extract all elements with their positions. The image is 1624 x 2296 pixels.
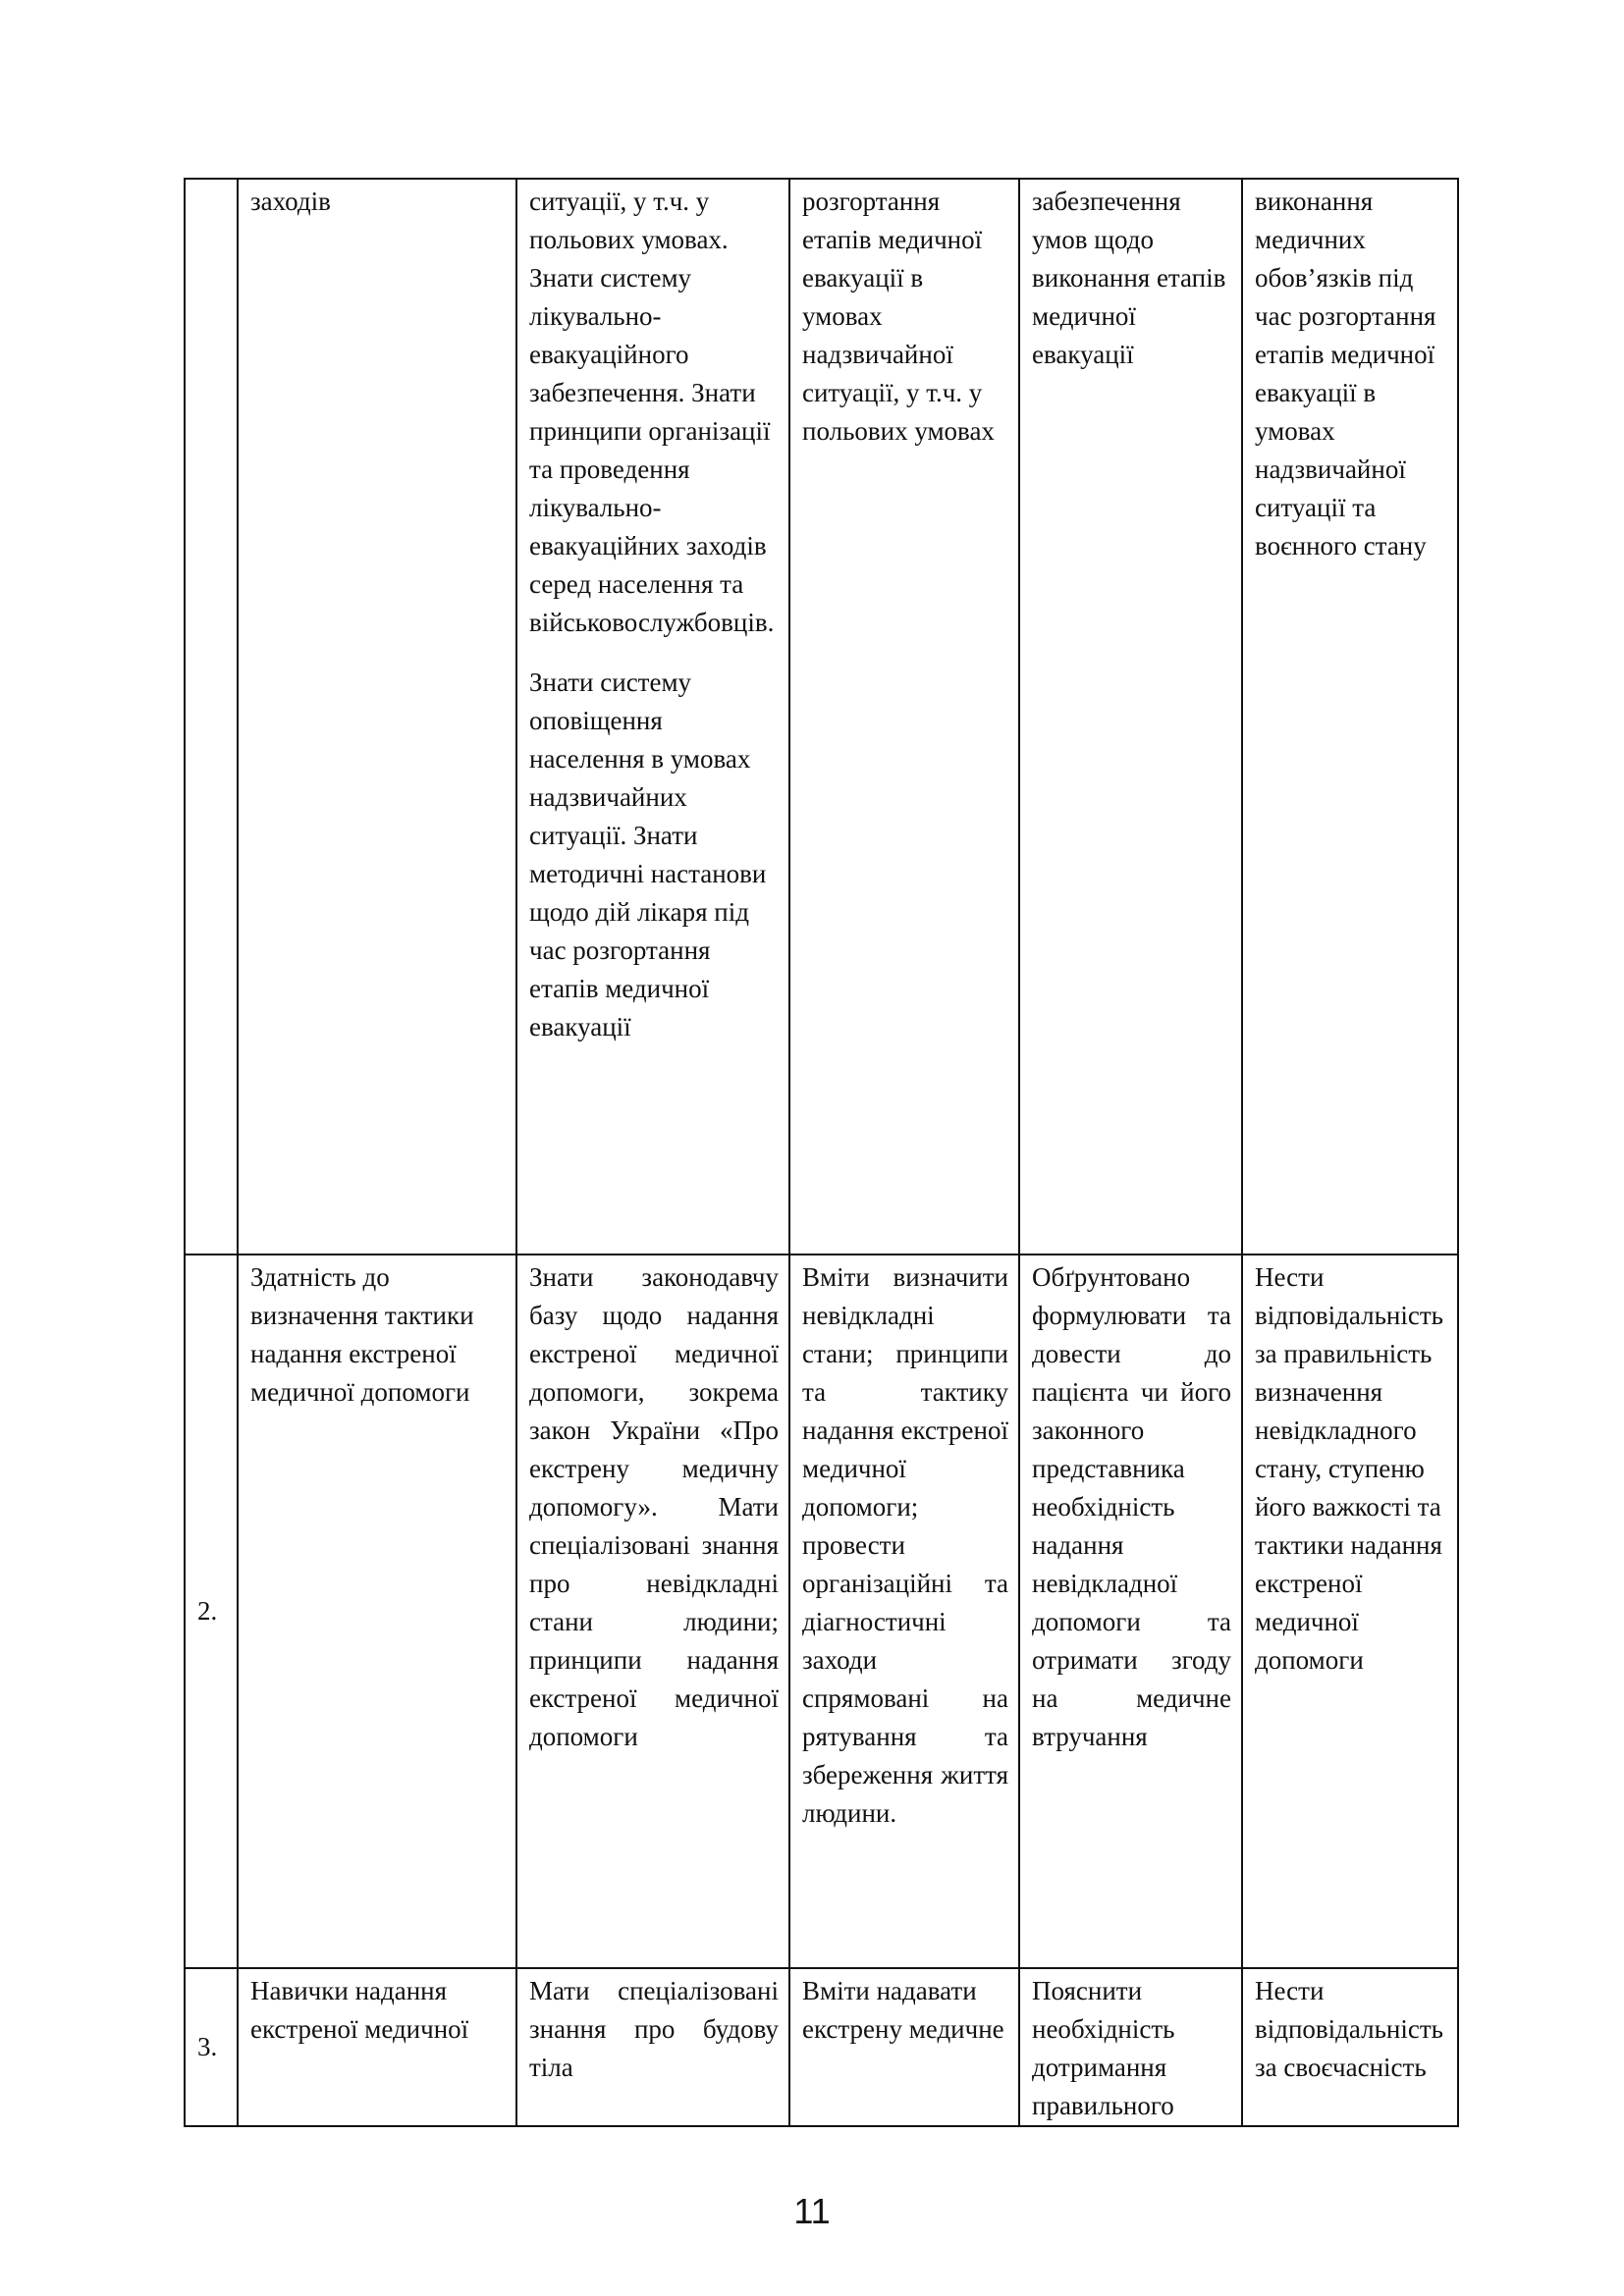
responsibility-cell: Нести відповідальність за правильність визначення невідкладного стану, ступеню його важкості та тактики надання екстреної медичної допомоги	[1242, 1255, 1458, 1968]
table-row	[185, 1968, 1458, 2126]
skills-cell: Вміти надавати екстрену медичне	[789, 1968, 1019, 2126]
knowledge-paragraph: ситуації, у т.ч. у польових умовах. Знати систему лікувально-евакуаційного забезпечення. Знати принципи організації та проведення лікувально-евакуаційних заходів серед населення та військовослужбовців.	[529, 187, 775, 637]
skills-cell: розгортання етапів медичної евакуації в умовах надзвичайної ситуації, у т.ч. у польових умовах	[789, 179, 1019, 1255]
table-row	[185, 1255, 1458, 1968]
competency-table	[184, 178, 1459, 2127]
row-number-cell: 3.	[185, 1968, 238, 2126]
page-number: 11	[793, 2191, 831, 2231]
competency-cell: Навички надання екстреної медичної	[238, 1968, 516, 2126]
competency-cell: заходів	[238, 179, 516, 1255]
row-number-cell: 2.	[185, 1255, 238, 1968]
communication-cell: забезпечення умов щодо виконання етапів медичної евакуації	[1019, 179, 1242, 1255]
skills-cell: Вміти визначити невідкладні стани; принципи та тактику надання екстреної медичної допомоги; провести організаційні та діагностичні заходи спрямовані на рятування та збереження життя людини.	[789, 1255, 1019, 1968]
knowledge-cell: Мати спеціалізовані знання про будову тіла	[516, 1968, 789, 2126]
knowledge-cell	[516, 179, 789, 1255]
responsibility-cell: виконання медичних обов’язків під час розгортання етапів медичної евакуації в умовах надзвичайної ситуації та воєнного стану	[1242, 179, 1458, 1255]
communication-cell: Обґрунтовано формулювати та довести до пацієнта чи його законного представника необхідність надання невідкладної допомоги та отримати згоду на медичне втручання	[1019, 1255, 1242, 1968]
knowledge-paragraph: Знати систему оповіщення населення в умовах надзвичайних ситуації. Знати методичні настанови щодо дій лікаря під час розгортання етапів медичної евакуації	[529, 667, 767, 1041]
row-number-cell	[185, 179, 238, 1255]
knowledge-cell: Знати законодавчу базу щодо надання екстреної медичної допомоги, зокрема закон України «Про екстрену медичну допомогу». Мати спеціалізовані знання про невідкладні стани людини; принципи надання екстреної медичної допомоги	[516, 1255, 789, 1968]
responsibility-cell: Нести відповідальність за своєчасність	[1242, 1968, 1458, 2126]
table-row	[185, 179, 1458, 1255]
competency-cell: Здатність до визначення тактики надання екстреної медичної допомоги	[238, 1255, 516, 1968]
communication-cell: Пояснити необхідність дотримання правильного	[1019, 1968, 1242, 2126]
